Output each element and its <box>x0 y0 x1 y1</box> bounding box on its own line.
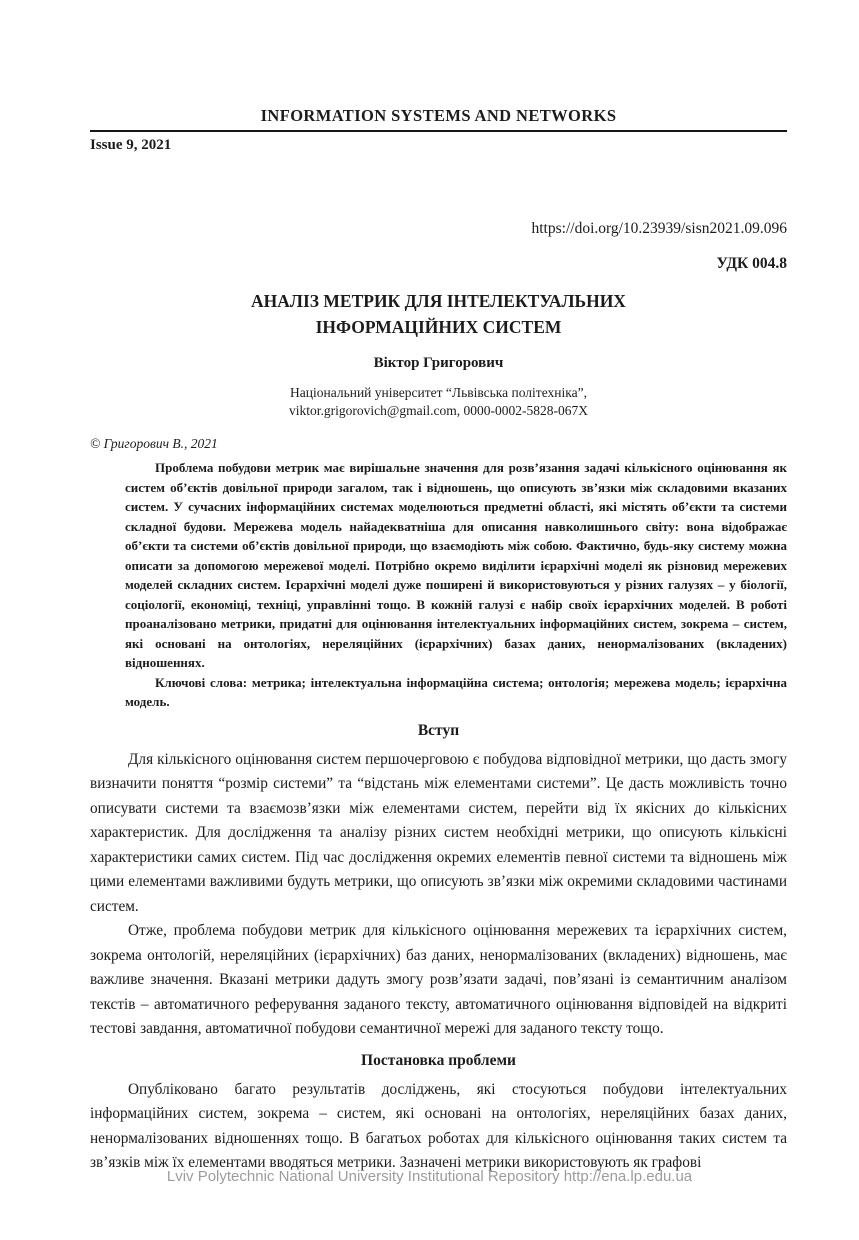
paragraph: Опубліковано багато результатів досліджень, які стосуються побудови інтелектуальних інформаційних систем, зокрема – систем, які основані на онтологіях, нереляційних базах даних, ненормалізованих відношеннях тощо. В багатьох роботах для кількісного оцінювання таких систем та зв’язків між їх елементами вводяться метрики. Зазначені метрики використовують як графові <box>90 1080 787 1171</box>
section-heading-introduction: Вступ <box>417 721 460 739</box>
copyright-note: © Григорович В., 2021 <box>90 436 218 451</box>
affiliation-line1: Національний університет “Львівська політехніка”, <box>290 385 587 400</box>
udc-code: УДК 004.8 <box>716 255 787 272</box>
affiliation-block <box>90 384 787 420</box>
issue-label: Issue 9, 2021 <box>90 137 172 153</box>
affiliation-line2: viktor.grigorovich@gmail.com, 0000-0002-5828-067X <box>289 403 588 418</box>
paragraph: Отже, проблема побудови метрик для кількісного оцінювання мережевих та ієрархічних систем, зокрема онтологій, нереляційних (ієрархічних) баз даних, ненормалізованих (вкладених) відношень, має важливе значення. Вказані метрики дадуть змогу розв’язати задачі, пов’язані із семантичним аналізом текстів – автоматичного реферування заданого тексту, автоматичного оцінювання відповідей на відкриті тестові завдання, автоматичної побудови семантичної мережі для заданого тексту тощо. <box>90 922 787 1037</box>
paragraph: Для кількісного оцінювання систем першочерговою є побудова відповідної метрики, що дасть змогу визначити поняття “розмір системи” та “відстань між елементами системи”. Це дасть можливість точно описувати системи та взаємозв’язки між елементами систем, перейти від їх якісних до кількісних характеристик. Для дослідження та аналізу різних систем необхідні метрики, що описують кількісні характеристики самих систем. Під час дослідження окремих елементів певної системи та відношень між цими елементами важливими будуть метрики, що описують зв’язки між окремими складовими частинами систем. <box>90 750 787 915</box>
text-column <box>90 0 787 1176</box>
header-rule <box>90 130 787 132</box>
article-title: АНАЛІЗ МЕТРИК ДЛЯ ІНТЕЛЕКТУАЛЬНИХ ІНФОРМАЦІЙНИХ СИСТЕМ <box>251 291 626 337</box>
author-name: Віктор Григорович <box>373 355 504 371</box>
abstract-text: Проблема побудови метрик має вирішальне значення для розв’язання задачі кількісного оцінювання як систем об’єктів довільної природи загалом, так і відношень, що описують зв’язки між складовими вказаних систем. У сучасних інформаційних системах моделюються предметні області, які містять об’єкти та системи складної будови. Мережева модель найадекватніша для описання навколишнього світу: вона відображає об’єкти та системи об’єктів довільної природи, що взаємодіють між собою. Фактично, будь-яку систему можна описати за допомогою мережевої моделі. Потрібно окремо виділити ієрархічні моделі як різновид мережевих моделей складних систем. Ієрархічні моделі дуже поширені й використовуються у різних галузях – у біології, соціології, економіці, техніці, управлінні тощо. В кожній галузі є набір своїх ієрархічних моделей. В роботі проаналізовано метрики, придатні для оцінювання інтелектуальних інформаційних систем, зокрема – систем, які основані на онтологіях, нереляційних (ієрархічних) базах даних, ненормалізованих (вкладених) відношеннях. <box>125 460 787 670</box>
repository-footer: Lviv Polytechnic National University Institutional Repository http://ena.lp.edu.ua <box>166 1168 693 1185</box>
section-heading-problem-statement: Постановка проблеми <box>361 1051 516 1069</box>
keywords-text: Ключові слова: метрика; інтелектуальна інформаційна система; онтологія; мережева модель; ієрархічна модель. <box>125 674 787 709</box>
journal-title: INFORMATION SYSTEMS AND NETWORKS <box>260 106 617 125</box>
doi-text: https://doi.org/10.23939/sisn2021.09.096 <box>531 220 787 237</box>
